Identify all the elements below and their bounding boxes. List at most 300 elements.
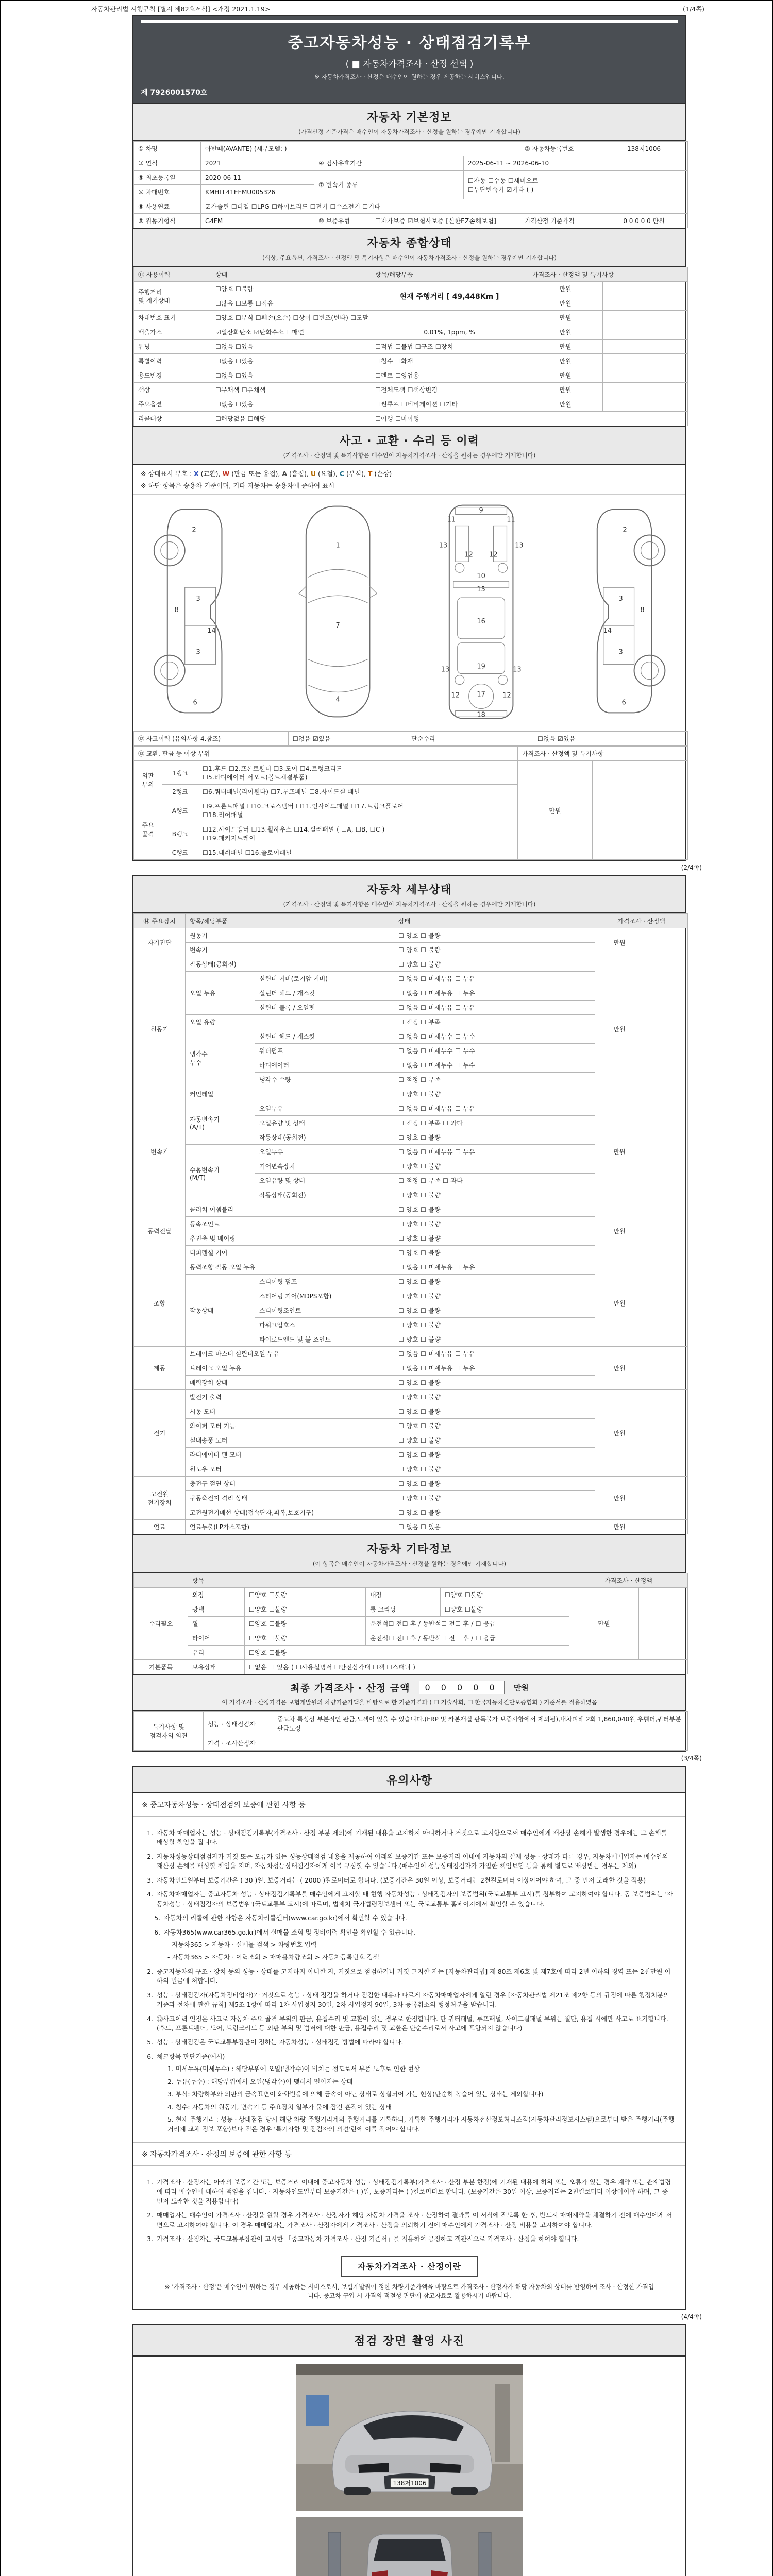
table-cell: 가격산정 기준가격 xyxy=(520,214,600,228)
form-sheet xyxy=(132,15,702,2576)
table-cell: 시동 모터 xyxy=(186,1404,394,1419)
table-cell: 기본품목 xyxy=(134,1660,188,1674)
table-cell: ☐ 양호 ☐ 불량 xyxy=(394,1477,595,1491)
table-cell: 오일누유 xyxy=(255,1101,394,1116)
lift-post xyxy=(479,2532,491,2576)
table-cell: 주요 골격 xyxy=(134,799,162,860)
table-cell: 단순수리 xyxy=(407,732,533,746)
notice-item: 6. 체크항목 판단기준(예시) xyxy=(147,2053,225,2060)
table-cell: ☐양호 ☐불량 xyxy=(441,1602,569,1617)
table-cell: 스티어링 기어(MDPS포함) xyxy=(255,1289,394,1303)
diagram-part-number: 13 xyxy=(441,666,449,674)
diagram-part-number: 12 xyxy=(502,691,511,700)
car-diagram-top xyxy=(276,500,399,724)
table-cell: 오일 유량 xyxy=(186,1015,394,1029)
diagram-part-number: 3 xyxy=(196,595,200,603)
table-cell: 디퍼렌셜 기어 xyxy=(186,1246,394,1260)
basic-info-note: (가격산정 기준가격은 매수인이 자동차가격조사 · 산정을 원하는 경우에만 기재합니다) xyxy=(298,128,520,135)
table-cell: 오일누유 xyxy=(255,1145,394,1159)
table-cell: 발전기 출력 xyxy=(186,1390,394,1404)
overall-state-title: 자동차 종합상태 xyxy=(367,237,452,250)
table-cell: ☐ 없음 ☐ 미세누수 ☐ 누수 xyxy=(394,1044,595,1058)
table-cell: 실내송풍 모터 xyxy=(186,1433,394,1448)
table-cell: 만원 xyxy=(595,928,644,957)
diagram-part-number: 8 xyxy=(640,606,645,614)
table-cell: 만원 xyxy=(528,296,603,311)
table-cell: ☐양호 ☐불량 xyxy=(245,1646,569,1660)
wheel-icon xyxy=(154,535,185,566)
table-cell: 만원 xyxy=(528,311,603,325)
section-notices xyxy=(132,1766,686,2310)
inspector-opinion-table xyxy=(133,1711,688,1751)
detail-state-title: 자동차 세부상태 xyxy=(367,884,452,896)
table-cell: ☐무채색 ☐유채색 xyxy=(211,383,371,397)
table-cell: ☐ 적정 ☐ 부족 ☐ 과다 xyxy=(394,1174,595,1188)
table-cell: 만원 xyxy=(595,1520,644,1534)
license-plate-text: 138저1006 xyxy=(392,2479,427,2487)
diagram-part-number: 11 xyxy=(506,516,515,524)
table-cell: 브레이크 마스터 실린더오일 누유 xyxy=(186,1347,394,1361)
wheel-icon xyxy=(634,655,665,686)
table-cell: ☐해당없음 ☐해당 xyxy=(211,412,371,426)
header-stripe xyxy=(141,20,678,23)
table-cell: 작동상태(공회전) xyxy=(255,1130,394,1145)
table-cell xyxy=(603,311,688,325)
table-cell: ② 자동차등록번호 xyxy=(520,142,600,156)
table-cell: ☐양호 ☐불량 xyxy=(245,1602,366,1617)
table-cell: C랭크 xyxy=(162,845,198,860)
table-cell: 만원 xyxy=(528,325,603,340)
notice-item: 4. ⑫사고이력 인정은 사고로 자동차 주요 골격 부위의 판금, 용접수리 및 교환이 있는 경우로 한정합니다. 단 쿼터패널, 루프패널, 사이드실패널 부위는 절단, 용접 시에만 사고로 표기합니다. (후드, 프론트펜더, 도어, 트렁크리드 등 외판 부위 및 범퍼에 대한 판금, 용접수리 및 교환은 단순수리로서 사고에 포함되지 않습니다) xyxy=(147,2015,668,2032)
table-cell: 고전원 전기장치 xyxy=(134,1477,186,1520)
table-cell: 운전석☐ 전☐ 후 / 동반석☐ 전☐ 후 / ☐ 응급 xyxy=(366,1631,569,1646)
state-code-legend xyxy=(133,465,685,495)
legend-code: A xyxy=(282,470,288,478)
table-cell: 전기 xyxy=(134,1390,186,1477)
table-cell: ☐없음 ☐있음 xyxy=(211,397,371,412)
side-mirror-icon xyxy=(299,586,377,598)
table-cell: 구동축전지 격리 상태 xyxy=(186,1491,394,1505)
price-survey-definition-box: 자동차가격조사 · 산정이란 xyxy=(341,2256,478,2277)
table-cell: 기어변속장치 xyxy=(255,1159,394,1174)
notice-subitem: 5. 현재 주행거리 : 성능 · 상태점검 당시 해당 차량 주행거리계의 주행거리를 기록하되, 기록한 주행거리가 자동차전산정보처리조직(자동차관리정보시스템)으로부터 받은 주행거리(주행거리계 교체 정보 포함)보다 적은 경우 '특기사항 및 점검자의 의견'란에 이를 적어야 합니다. xyxy=(167,2116,675,2133)
notice-subitem: 1. 미세누유(미세누수) : 해당부위에 오일(냉각수)이 비치는 정도로서 부품 노후로 인한 현상 xyxy=(167,2065,420,2073)
page-marker-1: (1/4쪽) xyxy=(683,5,704,13)
table-cell: 현재 주행거리 [ 49,448Km ] xyxy=(371,282,528,311)
table-cell: ⑥ 차대번호 xyxy=(134,185,201,199)
table-cell: 등속조인트 xyxy=(186,1217,394,1231)
table-cell: ☐ 적정 ☐ 부족 ☐ 과다 xyxy=(394,1116,595,1130)
table-cell: 작동상태 xyxy=(186,1275,255,1347)
table-cell: 외판 부위 xyxy=(134,761,162,799)
basic-info-table xyxy=(133,141,688,228)
legend-code: C xyxy=(339,470,345,478)
table-cell: 만원 xyxy=(595,1202,644,1260)
table-cell: 만원 xyxy=(528,282,603,296)
page-caption-row xyxy=(91,4,704,13)
diagram-part-number: 13 xyxy=(512,666,522,674)
table-cell: ☐ 양호 ☐ 불량 xyxy=(394,1217,595,1231)
document-title-note: ※ 자동차가격조사 · 산정은 매수인이 원하는 경우 제공하는 서비스입니다. xyxy=(314,73,505,80)
table-cell: ☐ 없음 ☐ 미세누유 ☐ 누유 xyxy=(394,986,595,1001)
table-cell: ☐ 양호 ☐ 불량 xyxy=(394,1289,595,1303)
table-cell: 2021 xyxy=(201,156,314,171)
table-cell: 작동상태(공회전) xyxy=(255,1188,394,1202)
table-cell: 138저1006 xyxy=(600,142,688,156)
table-cell: ⑪ 사용이력 xyxy=(134,267,211,282)
table-cell: ☐ 양호 ☐ 불량 xyxy=(394,1376,595,1390)
table-cell xyxy=(603,340,688,354)
etc-info-note: (이 항목은 매수인이 자동차가격조사 · 산정을 원하는 경우에만 기재합니다) xyxy=(312,1560,507,1567)
table-cell: 오일유량 및 상태 xyxy=(255,1174,394,1188)
page-marker-2: (2/4쪽) xyxy=(681,864,702,871)
table-cell: 작동상태(공회전) xyxy=(186,957,394,972)
diagram-part-number: 17 xyxy=(476,690,485,699)
table-cell: 주행거리 및 계기상태 xyxy=(134,282,211,311)
table-cell: 만원 xyxy=(595,1101,644,1202)
table-cell xyxy=(603,383,688,397)
table-cell: ☐없음 ☑있음 xyxy=(289,732,407,746)
table-cell: ⑧ 사용연료 xyxy=(134,199,201,214)
table-cell: 만원 xyxy=(528,383,603,397)
accident-title: 사고 · 교환 · 수리 등 이력 xyxy=(340,435,479,448)
table-cell: ☐렌트 ☐영업용 xyxy=(371,368,528,383)
table-cell: 연료 xyxy=(134,1520,186,1534)
parking-sign-icon xyxy=(306,2395,329,2426)
table-cell: 만원 xyxy=(569,1588,639,1660)
table-cell: 만원 xyxy=(595,1390,644,1477)
table-cell: ☐ 없음 ☐ 미세누유 ☐ 누유 xyxy=(394,1361,595,1376)
final-price-digits: 0 0 0 0 0 xyxy=(419,1681,504,1694)
table-cell: ☐ 없음 ☐ 미세누유 ☐ 누유 xyxy=(394,972,595,986)
legend-code: T xyxy=(367,470,373,478)
car-wheel xyxy=(451,2487,478,2495)
table-cell: ☐썬루프 ☐네비게이션 ☐기타 xyxy=(371,397,528,412)
diagram-part-number: 14 xyxy=(603,626,612,635)
table-cell: 만원 xyxy=(595,1477,644,1520)
price-survey-definition-note: ※ '가격조사 · 산정'은 매수인이 원하는 경우 제공하는 서비스로서, 보험개발원이 정한 차량기준가액을 바탕으로 가격조사 · 산정자가 해당 자동차의 상태를 반영하여 조사 · 산정한 가격입니다. 중고차 구입 시 가격의 적절성 판단에 참고자료로 활용하시기 바랍니다. xyxy=(164,2283,654,2300)
table-cell: ☐적법 ☐불법 ☐구조 ☐장치 xyxy=(371,340,528,354)
final-price-unit: 만원 xyxy=(513,1683,529,1692)
overall-state-table xyxy=(133,267,688,426)
table-cell: 만원 xyxy=(528,354,603,368)
table-cell xyxy=(603,368,688,383)
diagram-part-number: 3 xyxy=(618,648,623,656)
table-cell xyxy=(520,199,688,214)
notice-subitem: 2. 누유(누수) : 해당부위에서 오일(냉각수)이 맺혀서 떨어지는 상태 xyxy=(167,2078,353,2086)
diagram-part-number: 18 xyxy=(476,711,485,719)
table-cell: 연료누출(LP가스포함) xyxy=(186,1520,394,1534)
table-cell: ☐15.대쉬패널 ☐16.플로어패널 xyxy=(198,845,518,860)
diagram-part-number: 7 xyxy=(335,621,340,630)
table-cell: ☐ 없음 ☐ 있음 xyxy=(394,1520,595,1534)
table-cell: ☐ 없음 ☐ 미세누유 ☐ 누유 xyxy=(394,1260,595,1275)
table-cell: 주요옵션 xyxy=(134,397,211,412)
document-number: 제 7926001570호 xyxy=(141,89,208,97)
notices-partA-title: ※ 중고자동차성능 · 상태점검의 보증에 관한 사항 등 xyxy=(133,1793,685,1817)
table-cell xyxy=(603,296,688,311)
table-cell: 원동기 xyxy=(186,928,394,943)
wheel-icon xyxy=(634,535,665,566)
table-cell xyxy=(603,354,688,368)
diagram-part-number: 6 xyxy=(193,699,197,707)
table-cell: ☐양호 ☐불량 xyxy=(245,1588,366,1602)
table-cell xyxy=(603,397,688,412)
table-cell: 스티어링조인트 xyxy=(255,1303,394,1318)
table-cell: 브레이크 오일 누유 xyxy=(186,1361,394,1376)
table-cell: 라디에이터 팬 모터 xyxy=(186,1448,394,1462)
basic-info-header xyxy=(133,104,685,141)
table-cell: ☐양호 ☐부식 ☐훼손(오손) ☐상이 ☐변조(변타) ☐도말 xyxy=(211,311,528,325)
notice-item: 3. 성능 · 상태점검자(자동차정비업자)가 거짓으로 성능 · 상태 점검을 하거나 점검한 내용과 다르게 자동차매매업자에게 알린 경우 [자동차관리법 제21조 제2항 등의 규정에 따른 행정처분의 기준과 절차에 관한 규칙] 제5조 1항에 따라 1차 사업정지 30일, 2차 사업정지 90일, 3차 등록취소의 행정처분을 받습니다. xyxy=(147,1991,669,2009)
table-cell: 고전원전기배선 상태(접속단자,피복,보호기구) xyxy=(186,1505,394,1520)
table-cell: ☐없음 ☐있음 xyxy=(211,368,371,383)
table-cell: 워터펌프 xyxy=(255,1044,394,1058)
table-cell: 만원 xyxy=(518,761,593,860)
table-cell: ☐ 없음 ☐ 미세누수 ☐ 누수 xyxy=(394,1029,595,1044)
notice-subitem: 4. 침수: 자동차의 원동기, 변속기 등 주요장치 일부가 물에 잠긴 흔적이 있는 상태 xyxy=(167,2103,392,2111)
table-cell: 튜닝 xyxy=(134,340,211,354)
section-overall-state xyxy=(132,228,686,427)
table-cell: ☐ 양호 ☐ 불량 xyxy=(394,1448,595,1462)
table-cell: 중고차 특성상 부분적인 판금,도색이 있을 수 있습니다.(FRP 및 카본재질 판독불가 보증사항에서 제외됨),내차피해 2회 1,860,040원 우휀더,쿼터부분판금도장 xyxy=(273,1712,688,1736)
table-cell: 클러치 어셈블리 xyxy=(186,1202,394,1217)
legend-codes: X (교환), W (판금 또는 용접), A (흠집), U (요철), C (부식), T (손상) xyxy=(194,470,392,478)
table-cell: ☐ 양호 ☐ 불량 xyxy=(394,1202,595,1217)
table-cell: 스티어링 펌프 xyxy=(255,1275,394,1289)
table-cell: 가격조사 · 산정액 xyxy=(569,1573,688,1588)
table-cell: 만원 xyxy=(528,368,603,383)
diagram-part-number: 11 xyxy=(447,516,456,524)
table-cell: ☐양호 ☐불량 xyxy=(245,1631,366,1646)
table-cell xyxy=(603,325,688,340)
table-cell: 냉각수 누수 xyxy=(186,1029,255,1087)
car-diagram-side-right xyxy=(562,500,685,724)
table-cell: 오일 누유 xyxy=(186,972,255,1015)
table-cell: 운전석☐ 전☐ 후 / 동반석☐ 전☐ 후 / ☐ 응급 xyxy=(366,1617,569,1631)
table-cell: A랭크 xyxy=(162,799,198,822)
panel-rank-table xyxy=(133,761,688,860)
table-cell: ☐ 양호 ☐ 불량 xyxy=(394,1246,595,1260)
table-cell: ⑩ 보증유형 xyxy=(314,214,371,228)
notices-title: 유의사항 xyxy=(386,1774,432,1787)
table-cell: 배출가스 xyxy=(134,325,211,340)
table-cell: 유리 xyxy=(188,1646,245,1660)
table-cell: ☐6.쿼터패널(리어휀다) ☐7.루프패널 ☐8.사이드실 패널 xyxy=(198,785,518,799)
basic-info-title: 자동차 기본정보 xyxy=(367,111,452,124)
page-marker-4: (4/4쪽) xyxy=(681,2313,702,2320)
section-photos xyxy=(132,2324,686,2576)
table-cell: 상태 xyxy=(394,914,595,928)
table-cell: 룸 크리닝 xyxy=(366,1602,441,1617)
table-cell: 내장 xyxy=(366,1588,441,1602)
table-cell: ③ 연식 xyxy=(134,156,201,171)
table-cell xyxy=(134,1573,188,1588)
table-cell xyxy=(644,1347,688,1390)
final-price-note: 이 가격조사 · 산정가격은 보험개발원의 차량기준가액을 바탕으로 한 기준가격과 ( ☐ 기술사회, ☐ 한국자동차진단보증협회 ) 기준서를 적용하였음 xyxy=(222,1699,597,1706)
final-price-band xyxy=(133,1674,685,1711)
table-cell: 아반떼(AVANTE) (세부모델: ) xyxy=(201,142,520,156)
table-cell: ☐ 양호 ☐ 불량 xyxy=(394,928,595,943)
car-rear-window xyxy=(374,2539,446,2561)
detail-state-header xyxy=(133,876,685,913)
car-wheel xyxy=(344,2487,371,2495)
table-cell: ⑦ 변속기 종류 xyxy=(314,171,464,199)
notice-subitem: - 자동차365 > 자동차 · 실매물 검색 > 차량번호 입력 xyxy=(167,1941,317,1948)
table-cell: 변속기 xyxy=(186,943,394,957)
table-cell: ☐ 양호 ☐ 불량 xyxy=(394,1130,595,1145)
diagram-part-number: 2 xyxy=(623,526,627,534)
table-cell: ☐없음 ☐있음 xyxy=(211,354,371,368)
table-cell: 항목 xyxy=(188,1573,569,1588)
table-cell: ☐자동 ☐수동 ☐세미오토 ☐무단변속기 ☑기타 ( ) xyxy=(464,171,688,199)
notice-item: 2. 자동차성능상태점검자가 거짓 또는 오류가 있는 성능상태점검 내용을 제공하여 아래의 보증기간 또는 보증거리 이내에 자동차의 실제 성능 · 상태가 다른 경우, 자동차매매업자는 매수인의 재산상 손해를 배상할 책임을 지며, 자동차성능상태점검자에게 이를 구상할 수 있습니다.(매수인이 성능상태점검자가 가입한 책임보험 등을 통해 별도로 배상받는 경우는 제외) xyxy=(147,1853,668,1870)
photos-title: 점검 장면 촬영 사진 xyxy=(354,2334,465,2348)
notice-item: 2. 중고자동차의 구조 · 장치 등의 성능 · 상태를 고지하지 아니한 자, 거짓으로 점검하거나 거짓 고지한 자는 [자동차관리법] 제 80조 제6호 및 제7호에 따라 2년 이하의 징역 또는 2천만원 이하의 벌금에 처합니다. xyxy=(147,1968,671,1985)
car-diagram-underbody xyxy=(419,500,543,724)
table-cell: 실린더 블록 / 오일팬 xyxy=(255,1001,394,1015)
table-cell: ☐없음 ☐ 있음 ( ☐사용설명서 ☐안전삼각대 ☐잭 ☐스패너 ) xyxy=(245,1660,569,1674)
diagram-part-number: 15 xyxy=(476,586,485,594)
notice-item: 2. 매매업자는 매수인이 가격조사 · 산정을 원할 경우 가격조사 · 산정자가 해당 자동차 가격을 조사 · 산정하여 결과를 이 서식에 적도록 한 후, 반드시 매매계약을 체결하기 전에 매수인에게 서면으로 고지하여야 합니다. 이 경우 매매업자는 가격조사 · 산정자에게 가격조사 · 산정을 의뢰하기 전에 매수인에게 가격조사 · 산정 비용을 고지하여야 합니다. xyxy=(147,2212,673,2229)
diagram-part-number: 19 xyxy=(476,663,485,671)
legend-code: W xyxy=(222,470,230,478)
diagram-part-number: 4 xyxy=(335,696,340,704)
table-cell: B랭크 xyxy=(162,822,198,845)
table-cell: 타이어 xyxy=(188,1631,245,1646)
table-cell: 배력장치 상태 xyxy=(186,1376,394,1390)
table-cell: 만원 xyxy=(595,1260,644,1347)
table-cell: ⑤ 최초등록일 xyxy=(134,171,201,185)
table-cell: ☐전체도색 ☐색상변경 xyxy=(371,383,528,397)
overall-state-header xyxy=(133,229,685,267)
table-cell: 2025-06-11 ~ 2026-06-10 xyxy=(464,156,688,171)
table-cell: 와이퍼 모터 기능 xyxy=(186,1419,394,1433)
table-cell: ☐ 없음 ☐ 미세누수 ☐ 누수 xyxy=(394,1058,595,1073)
table-cell xyxy=(569,1660,688,1674)
table-cell: 2랭크 xyxy=(162,785,198,799)
notice-item: 5. 성능 · 상태점검은 국토교통부장관이 정하는 자동차성능 · 상태점검 방법에 따라야 합니다. xyxy=(147,2039,404,2046)
table-cell: ☐ 양호 ☐ 불량 xyxy=(394,1404,595,1419)
table-cell: 오일유량 및 상태 xyxy=(255,1116,394,1130)
table-cell: ☐이행 ☐미이행 xyxy=(371,412,528,426)
document-subtitle: ( ■ 자동차가격조사 · 산정 선택 ) xyxy=(345,59,474,70)
diagram-part-number: 1 xyxy=(335,541,340,550)
detail-state-note: (가격조사 · 산정액 및 특기사항은 매수인이 자동차가격조사 · 산정을 원하는 경우에만 기재합니다) xyxy=(283,901,536,908)
table-cell xyxy=(644,1520,688,1534)
table-cell: ☐ 양호 ☐ 불량 xyxy=(394,1159,595,1174)
notices-partA-list xyxy=(133,1817,685,2142)
table-cell xyxy=(639,1588,688,1660)
table-cell: 원동기 xyxy=(134,957,186,1101)
table-cell: ☐ 양호 ☐ 불량 xyxy=(394,1188,595,1202)
table-cell: 수리필요 xyxy=(134,1588,188,1660)
diagram-part-number: 16 xyxy=(476,617,485,625)
table-cell xyxy=(644,1260,688,1347)
car-diagrams xyxy=(133,495,685,731)
table-cell: ☐ 양호 ☐ 불량 xyxy=(394,1419,595,1433)
table-cell: 만원 xyxy=(595,1347,644,1390)
table-cell: ⑨ 원동기형식 xyxy=(134,214,201,228)
table-cell xyxy=(644,1202,688,1260)
table-cell: 커먼레일 xyxy=(186,1087,394,1101)
final-price-label: 최종 가격조사 · 산정 금액 xyxy=(290,1683,410,1694)
diagram-part-number: 8 xyxy=(174,606,179,614)
table-cell: 수동변속기 (M/T) xyxy=(186,1145,255,1202)
table-cell: 자기진단 xyxy=(134,928,186,957)
document-title: 중고자동차성능 · 상태점검기록부 xyxy=(288,34,531,52)
section-detail-state xyxy=(132,875,686,1535)
etc-info-header xyxy=(133,1535,685,1573)
table-cell: ☐ 양호 ☐ 불량 xyxy=(394,1433,595,1448)
table-cell xyxy=(603,282,688,296)
table-cell: 광택 xyxy=(188,1602,245,1617)
table-cell: ☐1.후드 ☐2.프론트휀더 ☐3.도어 ☐4.트렁크리드 ☐5.라디에이터 서포트(볼트체결부품) xyxy=(198,761,518,785)
table-cell: ⑫ 사고이력 (유의사항 4.참조) xyxy=(134,732,289,746)
table-cell: ☑가솔린 ☐디젤 ☐LPG ☐하이브리드 ☐전기 ☐수소전기 ☐기타 xyxy=(201,199,520,214)
notice-subitem: 3. 부식: 차량하부와 외판의 금속표면이 화학반응에 의해 금속이 아닌 상태로 상실되어 가는 현상(단순히 녹슬어 있는 상태는 제외합니다) xyxy=(167,2091,544,2098)
wheel-icon xyxy=(154,655,185,686)
table-cell: 동력전달 xyxy=(134,1202,186,1260)
table-cell: ☐없음 ☐있음 xyxy=(211,340,371,354)
table-cell: ☐12.사이드멤버 ☐13.휠하우스 ☐14.필러패널 ( ☐A, ☐B, ☐C ) ☐19.패키지트레이 xyxy=(198,822,518,845)
table-cell: 항목/해당부품 xyxy=(186,914,394,928)
table-cell: ☐ 양호 ☐ 불량 xyxy=(394,1332,595,1347)
table-cell: 추진축 및 베어링 xyxy=(186,1231,394,1246)
table-cell: ☐양호 ☐불량 xyxy=(245,1617,366,1631)
table-cell xyxy=(273,1736,688,1751)
table-cell: ④ 검사유효기간 xyxy=(314,156,464,171)
table-cell: ☐자가보증 ☑보험사보증 [신한EZ손해보험] xyxy=(371,214,520,228)
notice-item: 4. 자동차매매업자는 중고자동차 성능 · 상태점검기록부를 매수인에게 고지할 때 현행 자동차성능 · 상태점검자의 보증범위(국토교통부 고시)를 첨부하여 고지하여야 합니다. 동 보증범위는 '자동차성능 · 상태점검자의 보증범위'(국토교통부 고시)에 따르며, 법제처 국가법령정보센터 또는 국토교통부 홈페이지에서 확인할 수 있습니다. xyxy=(147,1891,673,1908)
notice-item: 6. 자동차365(www.car365.go.kr)에서 실매물 조회 및 정비이력 확인을 확인할 수 있습니다. xyxy=(154,1928,415,1936)
table-cell: 가격조사 · 산정액 xyxy=(595,914,688,928)
diagram-part-number: 12 xyxy=(451,691,460,700)
photo-car-rear-lift xyxy=(296,2517,523,2576)
legend-note: ※ 하단 항목은 승용차 기준이며, 기타 자동차는 승용차에 준하여 표시 xyxy=(141,482,335,489)
photos-header xyxy=(133,2325,685,2357)
table-cell: ☑일산화탄소 ☑탄화수소 ☐매연 xyxy=(211,325,371,340)
accident-parts-header-table xyxy=(133,746,688,761)
table-cell: 만원 xyxy=(528,397,603,412)
table-cell: 특별이력 xyxy=(134,354,211,368)
diagram-part-number: 13 xyxy=(439,541,447,550)
table-cell: 항목/해당부품 xyxy=(371,267,528,282)
table-cell: 리콜대상 xyxy=(134,412,211,426)
table-cell: 상태 xyxy=(211,267,371,282)
diagram-part-number: 6 xyxy=(621,699,626,707)
table-cell: ☐ 없음 ☐ 미세누유 ☐ 누유 xyxy=(394,1347,595,1361)
table-cell: ☐많음 ☐보통 ☐적음 xyxy=(211,296,371,311)
table-cell xyxy=(644,928,688,957)
notices-header xyxy=(133,1767,685,1793)
section-accident-history xyxy=(132,426,686,861)
lift-post xyxy=(328,2532,341,2576)
table-cell: 충전구 절연 상태 xyxy=(186,1477,394,1491)
notice-subitem: - 자동차365 > 자동차 · 이력조회 > 매매용차량조회 > 자동차등록번호 검색 xyxy=(167,1954,379,1961)
table-cell: ☐침수 ☐화재 xyxy=(371,354,528,368)
diagram-part-number: 9 xyxy=(479,506,483,515)
table-cell: 차대번호 표기 xyxy=(134,311,211,325)
table-cell: ☐ 양호 ☐ 불량 xyxy=(394,943,595,957)
legend-code: U xyxy=(310,470,316,478)
table-cell: 만원 xyxy=(595,957,644,1101)
table-cell xyxy=(593,761,688,860)
table-cell: ☐ 양호 ☐ 불량 xyxy=(394,1275,595,1289)
table-cell: 0.01%, 1ppm, % xyxy=(371,325,528,340)
notice-item: 1. 가격조사 · 산정자는 아래의 보증기간 또는 보증거리 이내에 중고자동차 성능 · 상태점검기록부(가격조사 · 산정 부분 한정)에 기재된 내용에 허위 또는 오류가 있는 경우 계약 또는 관계법령에 따라 매수인에 대하여 책임을 집니다. · 자동차인도일부터 보증기간은 ( )일, 보증거리는 ( )킬로미터로 합니다. (보증기간은 30일 이상, 보증거리는 2천킬로미터 이상이어야 하며, 그 중 먼저 도래한 것을 적용합니다) xyxy=(147,2178,671,2205)
table-cell: 성능 · 상태점검자 xyxy=(204,1712,273,1736)
